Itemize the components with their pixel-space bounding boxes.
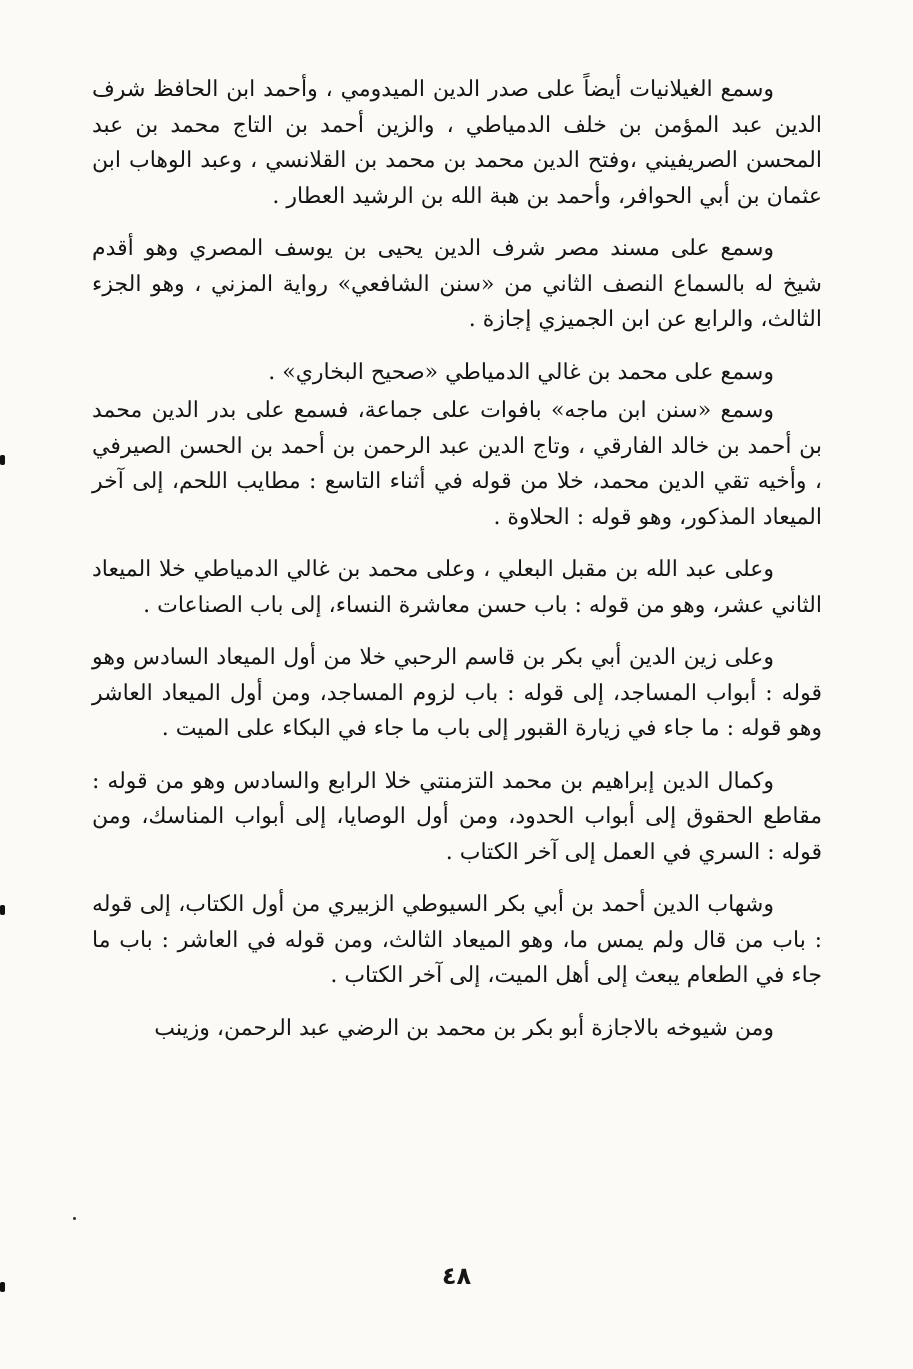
page-number: ٤٨ [441,1262,472,1290]
margin-mark [0,1282,5,1292]
paragraph-baali: وعلى عبد الله بن مقبل البعلي ، وعلى محمد بن غالي الدمياطي خلا الميعاد الثاني عشر، وهو من قوله : باب حسن معاشرة النساء، إلى باب الصناعات . [92,557,822,618]
paragraph-sunan-ibn-majah: وسمع «سنن ابن ماجه» بافوات على جماعة، فسمع على بدر الدين محمد بن أحمد بن خالد الفارقي ، وتاج الدين عبد الرحمن بن أحمد بن الحسن الصيرفي ، وأخيه تقي الدين محمد، خلا من قوله في أثناء التاسع : مطايب اللحم، إلى آخر الميعاد المذكور، وهو قوله : الحلاوة . [92,398,822,530]
paragraph-sahih-bukhari: وسمع على محمد بن غالي الدمياطي «صحيح البخاري» . [268,359,774,385]
paragraph-rahbi: وعلى زين الدين أبي بكر بن قاسم الرحبي خلا من أول الميعاد السادس وهو قوله : أبواب المساجد، إلى قوله : باب لزوم المساجد، ومن أول الميعاد العاشر وهو قوله : ما جاء في زيارة القبور إلى باب ما جاء في البكاء على الميت . [92,645,822,741]
paragraph-sunan-shafii: وسمع على مسند مصر شرف الدين يحيى بن يوسف المصري وهو أقدم شيخ له بالسماع النصف الثاني من «سنن الشافعي» رواية المزني ، وهو الجزء الثالث، والرابع عن ابن الجميزي إجازة . [92,236,822,332]
margin-mark [0,905,5,915]
paragraph-tazmanti: وكمال الدين إبراهيم بن محمد التزمنتي خلا الرابع والسادس وهو من قوله : مقاطع الحقوق إلى أبواب الحدود، ومن أول الوصايا، إلى أبواب المناسك، ومن قوله : السري في العمل إلى آخر الكتاب . [92,768,822,865]
paragraph-ghaylaniyat: وسمع الغيلانيات أيضاً على صدر الدين الميدومي ، وأحمد ابن الحافظ شرف الدين عبد المؤمن بن خلف الدمياطي ، والزين أحمد بن التاج محمد بن عبد المحسن الصريفيني ،وفتح الدين محمد بن محمد بن القلانسي ، وعبد الوهاب ابن عثمان بن أبي الحوافر، وأحمد بن هبة الله بن الرشيد العطار . [92,77,822,209]
page-body [92,72,822,1046]
paragraph-suyuti-zubayri: وشهاب الدين أحمد بن أبي بكر السيوطي الزبيري من أول الكتاب، إلى قوله : باب من قال ولم يمس ما، وهو الميعاد الثالث، ومن قوله في العاشر : باب ما جاء في الطعام يبعث إلى أهل الميت، إلى آخر الكتاب . [92,892,822,988]
margin-mark [0,455,5,465]
paragraph-ijaza-shuyukh: ومن شيوخه بالاجازة أبو بكر بن محمد بن الرضي عبد الرحمن، وزينب [154,1015,774,1041]
speck [73,1217,76,1220]
